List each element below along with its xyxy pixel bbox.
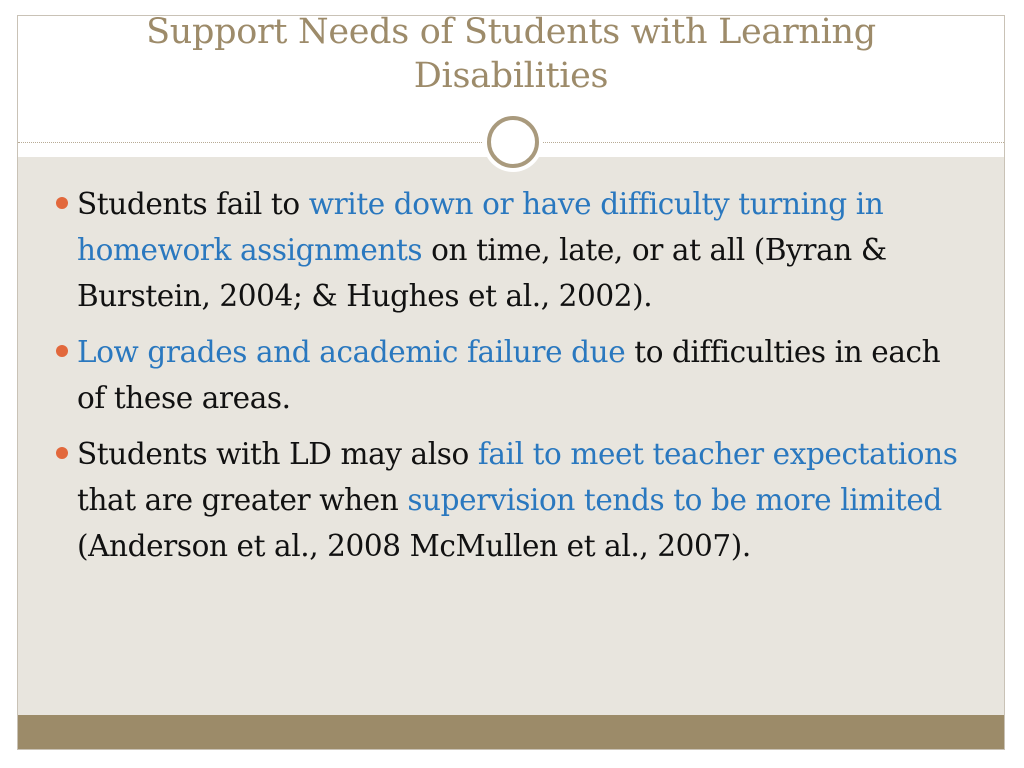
footer-bar bbox=[18, 715, 1004, 749]
bullet-dot-icon bbox=[56, 447, 68, 459]
bullet-dot-icon bbox=[56, 345, 68, 357]
bullet-text-segment: that are greater when bbox=[77, 483, 408, 517]
slide-title: Support Needs of Students with Learning Disabilities bbox=[146, 12, 876, 96]
bullet-item bbox=[56, 329, 976, 421]
bullet-text-segment: (Anderson et al., 2008 McMullen et al., 2007). bbox=[77, 529, 751, 563]
bullet-dot-icon bbox=[56, 197, 68, 209]
bullet-text-segment: Students with LD may also bbox=[77, 437, 478, 471]
bullet-highlight-segment: fail to meet teacher expectations bbox=[477, 437, 958, 471]
bullet-text-segment: on time, late, or at all (Byran & Burstein, 2004; & Hughes et al., 2002). bbox=[77, 233, 887, 313]
circle-ring-icon bbox=[487, 116, 539, 168]
bullet-highlight-segment: Low grades and academic failure due bbox=[77, 335, 626, 369]
bullet-item bbox=[56, 431, 976, 569]
bullet-text-segment: Students fail to bbox=[77, 187, 309, 221]
bullet-list bbox=[56, 181, 976, 579]
bullet-item bbox=[56, 181, 976, 319]
slide-frame bbox=[17, 12, 1005, 750]
bullet-text-segment: to difficulties in each of these areas. bbox=[77, 335, 941, 415]
content-area bbox=[18, 157, 1004, 715]
bullet-highlight-segment: supervision tends to be more limited bbox=[407, 483, 942, 517]
bullet-highlight-segment: write down or have difficulty turning in homework assignments bbox=[77, 187, 884, 267]
